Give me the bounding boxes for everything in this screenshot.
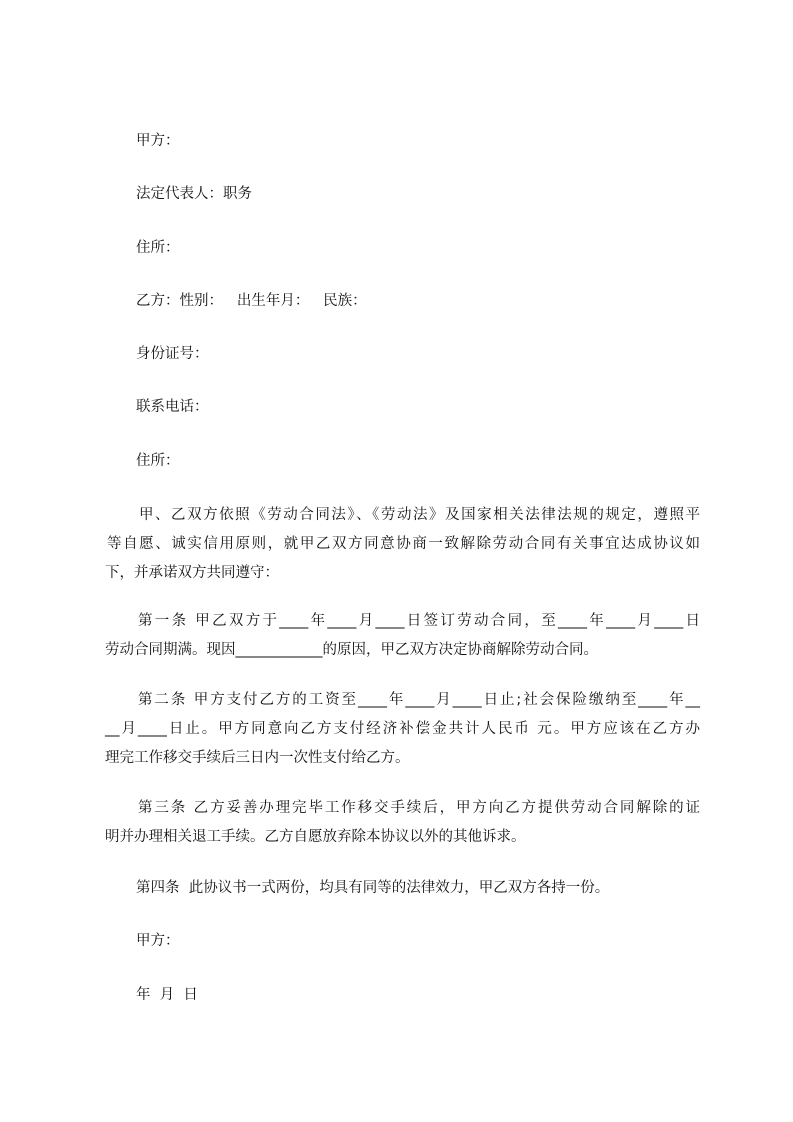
- article-3-paragraph: [105, 794, 700, 852]
- article-line: 理完工作移交手续后三日内一次性支付给乙方。: [105, 750, 410, 766]
- preamble-line: 等自愿、诚实信用原则，就甲乙双方同意协商一致解除劳动合同有关事宜达成协议如: [107, 536, 700, 552]
- article-4-paragraph: 第四条 此协议书一式两份，均具有同等的法律效力，甲乙双方各持一份。: [136, 880, 610, 896]
- article-line: __月____日止。甲方同意向乙方支付经济补偿金共计人民币 元。甲方应该在乙方办: [105, 721, 700, 737]
- party-a-address-label: 住所：: [136, 240, 180, 256]
- article-line: 第二条 甲方支付乙方的工资至____年____月____日止;社会保险缴纳至____年__: [138, 692, 700, 708]
- article-line: 明并办理相关退工手续。乙方自愿放弃除本协议以外的其他诉求。: [105, 829, 526, 845]
- article-line: 第三条 乙方妥善办理完毕工作移交手续后，甲方向乙方提供劳动合同解除的证: [138, 800, 700, 816]
- party-b-info-label: 乙方：性别： 出生年月： 民族：: [136, 293, 367, 309]
- id-number-label: 身份证号：: [136, 346, 209, 362]
- signature-date-label: 年 月 日: [136, 987, 198, 1003]
- article-2-paragraph: [105, 686, 700, 773]
- legal-representative-label: 法定代表人：职务: [136, 186, 252, 202]
- article-1-paragraph: [105, 607, 700, 665]
- party-b-address-label: 住所：: [136, 453, 180, 469]
- preamble-line: 下，并承诺双方共同遵守：: [105, 565, 279, 581]
- preamble-line: 甲、乙双方依照《劳动合同法》、《劳动法》及国家相关法律法规的规定，遵照平: [139, 507, 700, 523]
- party-a-label: 甲方：: [136, 133, 180, 149]
- phone-label: 联系电话：: [136, 399, 209, 415]
- article-line: 第一条 甲乙双方于____年____月____日签订劳动合同，至____年____月____日: [138, 613, 700, 629]
- signature-party-a-label: 甲方：: [136, 933, 180, 949]
- article-line: 劳动合同期满。现因____________的原因，甲乙双方决定协商解除劳动合同。: [105, 642, 598, 658]
- preamble-paragraph: [105, 501, 700, 588]
